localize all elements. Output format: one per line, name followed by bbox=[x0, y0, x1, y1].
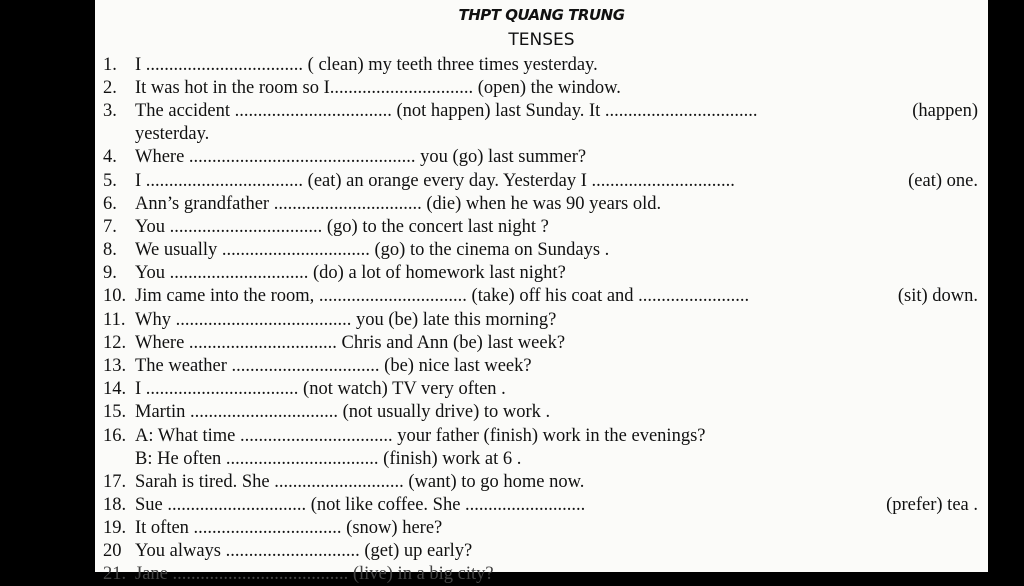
exercise-line bbox=[103, 262, 978, 285]
line-number: 19. bbox=[103, 518, 127, 538]
line-text: Where ................................ Chris and Ann (be) last week? bbox=[135, 333, 566, 353]
line-number: 7. bbox=[103, 217, 117, 237]
school-name: THPT QUANG TRUNG bbox=[458, 6, 625, 24]
line-text: It often ................................ (snow) here? bbox=[135, 518, 443, 538]
line-number: 3. bbox=[103, 101, 117, 121]
line-text: Martin ................................ (not usually drive) to work . bbox=[135, 402, 551, 422]
exercise-line bbox=[103, 170, 978, 193]
line-number: 5. bbox=[103, 171, 117, 191]
exercise-line bbox=[103, 239, 978, 262]
exercise-line bbox=[103, 517, 978, 540]
line-text: A: What time ................................. your father (finish) work in the evenings? bbox=[135, 426, 706, 446]
exercise-line bbox=[103, 425, 978, 448]
line-text: It was hot in the room so I............................... (open) the window. bbox=[135, 78, 621, 98]
exercise-line bbox=[103, 309, 978, 332]
worksheet-page bbox=[95, 0, 988, 584]
exercise-line bbox=[103, 146, 978, 169]
exercise-line bbox=[103, 123, 978, 146]
line-text: I ................................. (not watch) TV very often . bbox=[135, 379, 506, 399]
line-text: Ann’s grandfather ................................ (die) when he was 90 years old. bbox=[135, 194, 662, 214]
line-text: You ................................. (go) to the concert last night ? bbox=[135, 217, 549, 237]
line-number: 20 bbox=[103, 541, 122, 561]
line-text: Jane ...................................... (live) in a big city? bbox=[135, 564, 494, 584]
line-number: 1. bbox=[103, 55, 117, 75]
line-text-right: (eat) one. bbox=[908, 171, 978, 191]
exercise-line bbox=[103, 100, 978, 123]
exercise-line bbox=[103, 494, 978, 517]
exercise-line bbox=[103, 193, 978, 216]
exercise-line bbox=[103, 285, 978, 308]
line-number: 15. bbox=[103, 402, 127, 422]
line-number: 10. bbox=[103, 286, 127, 306]
page-title: TENSES bbox=[508, 30, 575, 50]
line-number: 11. bbox=[103, 310, 126, 330]
exercise-line-cut-off bbox=[103, 563, 978, 586]
line-text: Sarah is tired. She ............................ (want) to go home now. bbox=[135, 472, 585, 492]
line-text: Jim came into the room, ................................ (take) off his coat and ........................ bbox=[135, 286, 750, 306]
line-number: 2. bbox=[103, 78, 117, 98]
exercise-line bbox=[103, 216, 978, 239]
line-text: The weather ................................ (be) nice last week? bbox=[135, 356, 532, 376]
line-number: 13. bbox=[103, 356, 127, 376]
line-number: 16. bbox=[103, 426, 127, 446]
line-number: 21. bbox=[103, 564, 127, 584]
line-number: 17. bbox=[103, 472, 127, 492]
exercise-line bbox=[103, 448, 978, 471]
exercise-line bbox=[103, 355, 978, 378]
line-number: 12. bbox=[103, 333, 127, 353]
line-text: B: He often ................................. (finish) work at 6 . bbox=[135, 449, 522, 469]
line-number: 6. bbox=[103, 194, 117, 214]
line-text: Why ...................................... you (be) late this morning? bbox=[135, 310, 557, 330]
line-number: 14. bbox=[103, 379, 127, 399]
line-number: 9. bbox=[103, 263, 117, 283]
line-text: You .............................. (do) a lot of homework last night? bbox=[135, 263, 566, 283]
exercise-line bbox=[103, 471, 978, 494]
line-number: 4. bbox=[103, 147, 117, 167]
line-text-right: (happen) bbox=[912, 101, 978, 121]
exercise-line bbox=[103, 401, 978, 424]
line-text: I .................................. ( clean) my teeth three times yesterday. bbox=[135, 55, 598, 75]
line-text: Where ................................................. you (go) last summer? bbox=[135, 147, 587, 167]
exercise-line bbox=[103, 540, 978, 563]
line-number: 8. bbox=[103, 240, 117, 260]
line-number: 18. bbox=[103, 495, 127, 515]
line-text: You always ............................. (get) up early? bbox=[135, 541, 473, 561]
line-text-right: (prefer) tea . bbox=[886, 495, 978, 515]
line-text: Sue .............................. (not like coffee. She .......................... bbox=[135, 495, 586, 515]
line-text: I .................................. (eat) an orange every day. Yesterday I ............................... bbox=[135, 171, 735, 191]
line-text: yesterday. bbox=[135, 124, 210, 144]
exercise-line bbox=[103, 77, 978, 100]
line-text: The accident .................................. (not happen) last Sunday. It ................................. bbox=[135, 101, 758, 121]
line-text-right: (sit) down. bbox=[897, 286, 978, 306]
line-text: We usually ................................ (go) to the cinema on Sundays . bbox=[135, 240, 610, 260]
exercise-line bbox=[103, 378, 978, 401]
exercise-line bbox=[103, 332, 978, 355]
exercise-line bbox=[103, 54, 978, 77]
